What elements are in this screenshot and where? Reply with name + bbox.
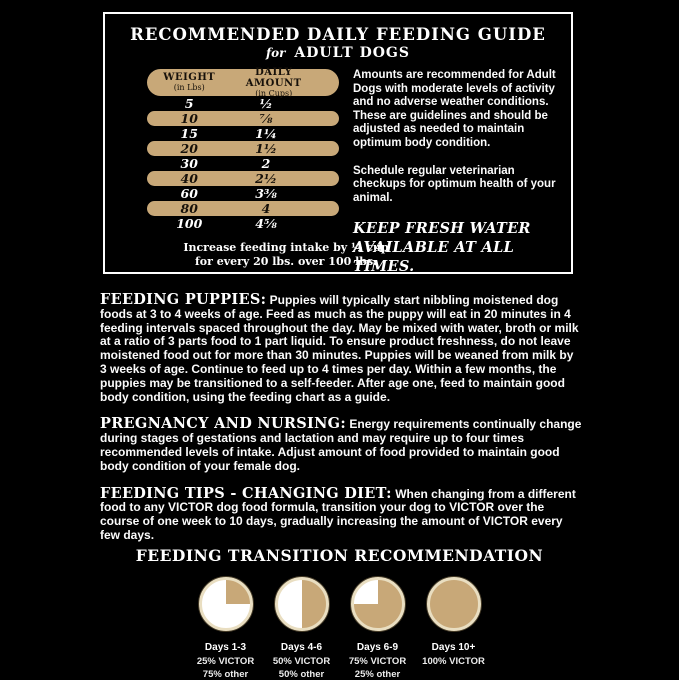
- step-days-label: Days 1-3: [204, 642, 247, 653]
- amount-value: 4: [261, 201, 271, 216]
- weight-value: 5: [184, 96, 194, 111]
- table-row: [147, 186, 339, 201]
- weight-column-header: [147, 72, 231, 92]
- weight-value: 40: [180, 171, 198, 186]
- step-victor-label: 75% VICTOR: [348, 656, 407, 667]
- table-note: Increase feeding intake by ½ cup for every 20 lbs. over 100 lbs.: [183, 241, 389, 269]
- transition-step-days-6-9: [340, 577, 416, 680]
- transition-title: FEEDING TRANSITION RECOMMENDATION: [135, 546, 544, 565]
- guide-content: [105, 66, 571, 277]
- weight-value: 100: [176, 216, 203, 231]
- guide-title: RECOMMENDED DAILY FEEDING GUIDE: [130, 25, 546, 44]
- step-other-label: 25% other: [354, 669, 401, 680]
- water-notice: KEEP FRESH WATER AVAILABLE AT ALL TIMES.: [353, 220, 531, 276]
- amount-value: 1¼: [255, 126, 277, 141]
- section-pregnancy-nursing: [100, 417, 582, 473]
- guide-subtitle: [105, 45, 571, 61]
- amount-column-header: [231, 67, 315, 98]
- feeding-guide-box: [103, 12, 573, 274]
- step-victor-label: 50% VICTOR: [272, 656, 331, 667]
- section-heading: FEEDING TIPS - CHANGING DIET:: [100, 484, 392, 502]
- amount-value: 4⅝: [255, 216, 277, 231]
- weight-value: 10: [180, 111, 198, 126]
- transition-step-days-1-3: [188, 577, 264, 680]
- table-row: [147, 141, 339, 156]
- weight-value: 20: [180, 141, 198, 156]
- pie-chart-75-percent: [351, 577, 405, 631]
- amount-value: 2: [261, 156, 271, 171]
- body-sections: [100, 293, 582, 556]
- table-row: [147, 216, 339, 231]
- amount-value: ½: [259, 96, 273, 111]
- weight-value: 60: [180, 186, 198, 201]
- table-row: [147, 126, 339, 141]
- weight-header-unit: (in Lbs): [173, 83, 205, 92]
- weight-value: 80: [180, 201, 198, 216]
- section-body: When changing from a different food to any VICTOR dog food formula, transition your dog to VICTOR over the course of one week to 10 days, gradually increasing the amount of VICTOR every few days.: [100, 486, 576, 542]
- step-other-label: 50% other: [278, 669, 325, 680]
- pie-chart-25-percent: [199, 577, 253, 631]
- weight-value: 30: [180, 156, 198, 171]
- feeding-transition-section: [0, 546, 679, 680]
- step-days-label: Days 4-6: [280, 642, 323, 653]
- amount-value: 1½: [255, 141, 277, 156]
- section-feeding-tips: [100, 484, 582, 543]
- section-heading: FEEDING PUPPIES:: [100, 291, 267, 308]
- step-days-label: Days 10+: [431, 642, 476, 653]
- feeding-table-header: [147, 66, 339, 98]
- step-victor-label: 100% VICTOR: [422, 656, 485, 667]
- step-victor-label: 25% VICTOR: [196, 656, 255, 667]
- weight-header-label: WEIGHT: [163, 72, 216, 83]
- amount-value: 3⅜: [255, 186, 277, 201]
- pie-chart-50-percent: [275, 577, 329, 631]
- table-row: [147, 156, 339, 171]
- table-row: [147, 171, 339, 186]
- transition-step-days-10-plus: [416, 577, 492, 680]
- section-feeding-puppies: [100, 293, 582, 404]
- pie-chart-100-percent: [427, 577, 481, 631]
- guide-subtitle-main: ADULT DOGS: [294, 45, 410, 61]
- guide-subtitle-for: for: [266, 46, 286, 60]
- info-paragraph-1: Amounts are recommended for Adult Dogs with moderate levels of activity and no adverse weather conditions. These are guidelines and should be adjusted as needed to maintain optimum body condition.: [353, 69, 556, 149]
- amount-value: 2½: [255, 171, 277, 186]
- section-body: Energy requirements continually change during stages of gestations and lactation and may require up to four times recommended levels of intake. Adjust amount of food provided to maintain good body condition of your female dog.: [100, 417, 582, 473]
- info-paragraph-2: Schedule regular veterinarian checkups for optimum health of your animal.: [353, 164, 556, 204]
- guide-info-column: [353, 69, 567, 277]
- amount-value: ⅞: [259, 111, 273, 126]
- weight-value: 15: [180, 126, 198, 141]
- amount-header-unit: (in Cups): [255, 88, 293, 98]
- table-row: [147, 96, 339, 111]
- transition-step-days-4-6: [264, 577, 340, 680]
- section-body: Puppies will typically start nibbling moistened dog foods at 3 to 4 weeks of age. Feed as much as the puppy will eat in 20 minutes in 4 feeding intervals spaced throughout the day. May be mixed with water, broth or milk at a ratio of 3 parts food to 1 part liquid. To ensure product freshness, do not leave moistened food out for more than 30 minutes. Puppies will be weaned from milk by 3 weeks of age. Continue to feed up to 4 times per day. Within a few months, the puppies may be transitioned to a self-feeder. After age one, feed to maintain good body condition, using the feeding chart as a guide.: [100, 293, 579, 404]
- feeding-table: [147, 66, 389, 277]
- transition-steps: [0, 577, 679, 680]
- step-days-label: Days 6-9: [356, 642, 399, 653]
- table-row: [147, 201, 339, 216]
- table-row: [147, 111, 339, 126]
- step-other-label: 75% other: [202, 669, 249, 680]
- amount-header-label: DAILY AMOUNT: [245, 66, 302, 89]
- section-heading: PREGNANCY AND NURSING:: [100, 415, 347, 433]
